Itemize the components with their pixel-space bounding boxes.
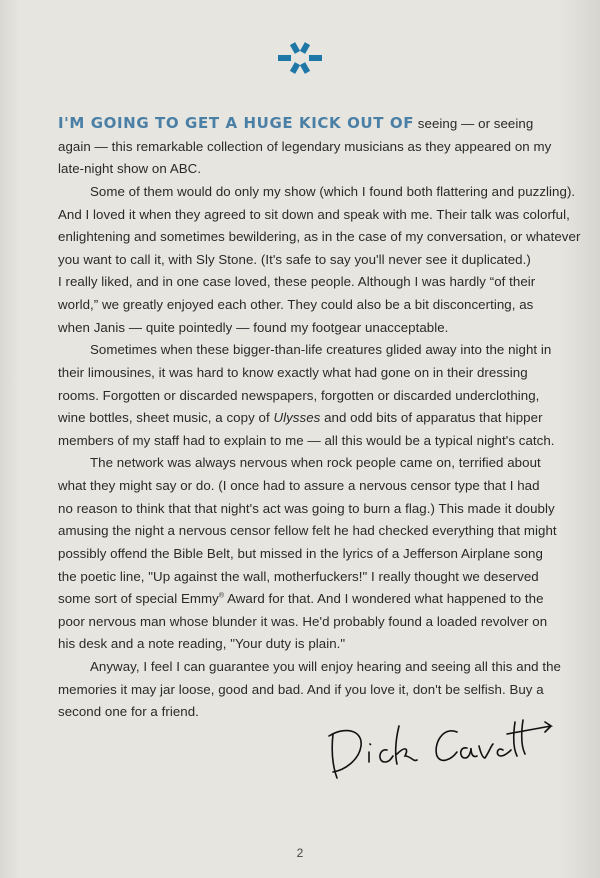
text-line [58,543,578,566]
text-segment: memories it may jar loose, good and bad. And if you love it, don't be selfish. Buy a [58,681,544,697]
text-line [58,566,578,589]
text-segment: wine bottles, sheet music, a copy of [58,410,274,426]
text-segment: and odd bits of apparatus that hipper [320,410,543,426]
text-segment: seeing — or seeing [414,116,534,131]
book-title: Ulysses [273,410,321,426]
text-line [58,317,578,340]
text-segment: amusing the night a nervous censor fellow felt he had checked everything that might [58,523,557,539]
text-line [58,226,581,249]
text-segment: The network was always nervous when rock people came on, terrified about [90,455,541,471]
text-segment: some sort of special Emmy [58,591,219,607]
text-segment: And I loved it when they agreed to sit down and speak with me. Their talk was colorful, [58,206,570,222]
text-line [58,339,578,362]
dick-cavett-signature [325,712,555,782]
text-segment: when Janis — quite pointedly — found my footgear unacceptable. [58,319,449,335]
text-segment: I really liked, and in one case loved, these people. Although I was hardly “of their [58,274,536,290]
page-number: 2 [296,846,304,860]
text-segment: late-night show on ABC. [58,161,202,177]
text-line [58,588,578,611]
text-line [58,633,578,656]
text-segment: enlightening and sometimes bewildering, as in the case of my conversation, or whatever [58,229,581,245]
text-line [58,498,578,521]
text-segment: what they might say or do. (I once had to assure a nervous censor type that I had [58,478,540,493]
text-line [58,249,578,272]
text-line [58,294,578,317]
text-segment: again — this remarkable collection of legendary musicians as they appeared on my [58,138,552,154]
text-line [58,452,578,475]
text-segment: possibly offend the Bible Belt, but missed in the lyrics of a Jefferson Airplane song [58,545,543,561]
text-segment: Anyway, I feel I can guarantee you will enjoy hearing and seeing all this and the [90,659,561,674]
text-segment: no reason to think that that night's act was going to burn a flag.) This made it doubly [58,500,555,516]
text-segment: the poetic line, "Up against the wall, motherfuckers!" I really thought we deserved [58,568,539,584]
text-line [58,385,578,408]
text-segment: rooms. Forgotten or discarded newspapers, forgotten or discarded underclothing, [58,387,540,403]
foreword-text [58,112,581,724]
text-line [58,271,578,294]
text-segment: members of my staff had to explain to me — all this would be a typical night's catch. [58,432,555,448]
text-line [58,475,578,498]
text-segment: Sometimes when these bigger-than-life creatures glided away into the night in [90,342,552,358]
text-line [58,520,578,543]
text-line [58,656,578,679]
text-line [58,679,578,702]
text-segment: world,” we greatly enjoyed each other. They could also be a bit disconcerting, as [58,297,534,312]
registered-mark: ® [218,592,225,600]
text-line [58,136,578,159]
text-line [58,407,578,430]
text-segment: his desk and a note reading, "Your duty is plain." [58,636,346,652]
asterisk-logo-icon [278,41,322,75]
text-line [58,181,578,204]
text-line [58,611,578,634]
text-line [58,112,578,136]
text-segment: their limousines, it was hard to know exactly what had gone on in their dressing [58,364,528,380]
text-segment: you want to call it, with Sly Stone. (It's safe to say you'll never see it duplicated.) [58,251,531,267]
text-segment: second one for a friend. [58,704,199,720]
text-segment: Some of them would do only my show (which I found both flattering and puzzling). [90,183,576,199]
text-segment: Award for that. And I wondered what happened to the [224,591,544,607]
lead-in-heading: I'M GOING TO GET A HUGE KICK OUT OF [58,114,415,132]
text-line [58,158,578,181]
text-line [58,362,578,385]
text-segment: poor nervous man whose blunder it was. He'd probably found a loaded revolver on [58,613,548,629]
text-line [58,430,578,453]
text-line [58,204,578,227]
